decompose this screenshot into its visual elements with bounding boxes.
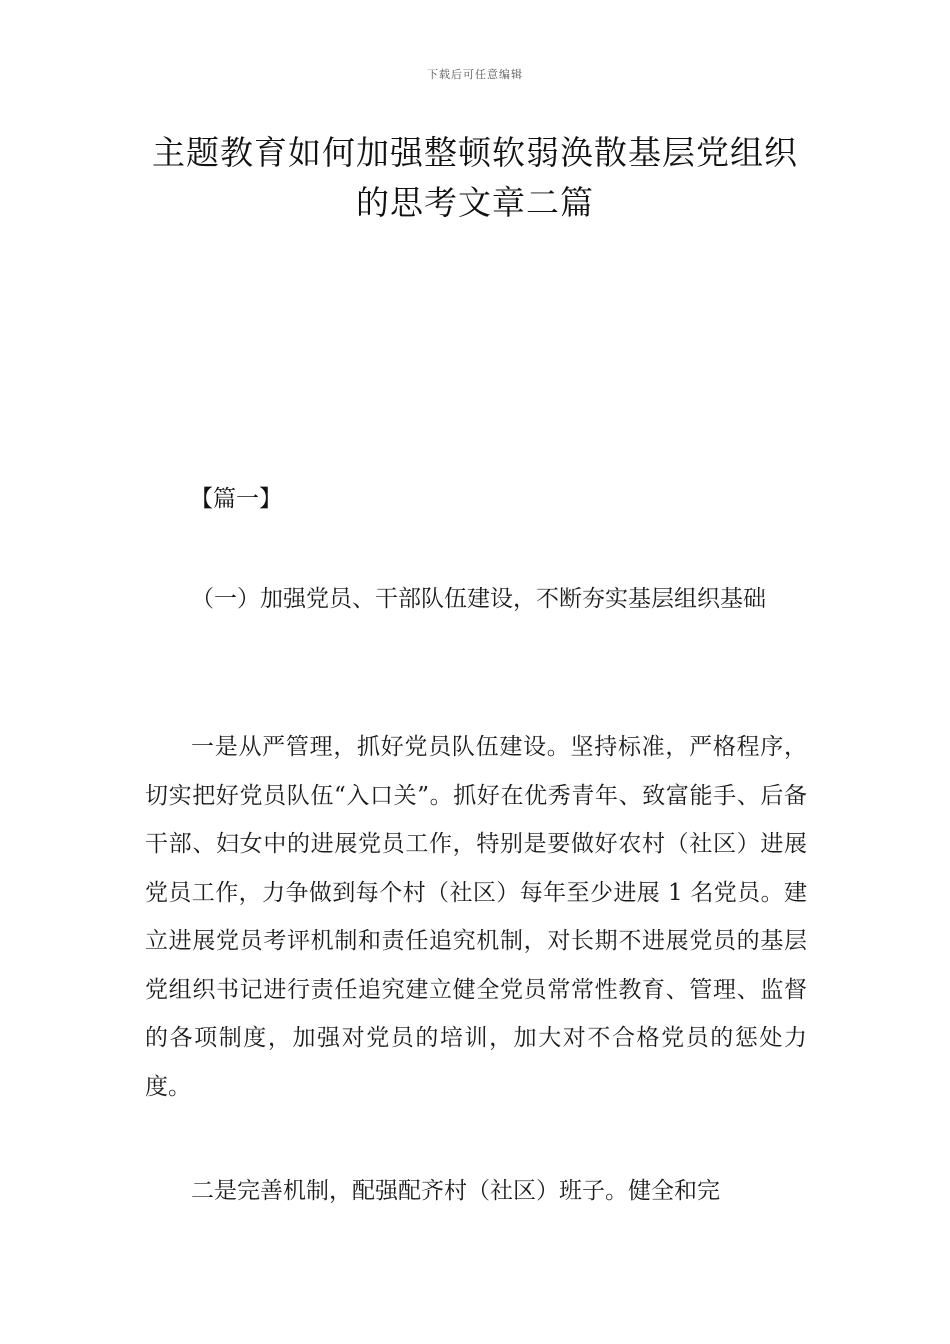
section-label: 【篇一】	[190, 486, 282, 512]
paragraph-body: 二是完善机制，配强配齐村（社区）班子。健全和完	[191, 1178, 720, 1204]
paragraph-subheading: （一）加强党员、干部队伍建设，不断夯实基层组织基础	[191, 586, 766, 612]
paragraph-body: 一是从严管理，抓好党员队伍建设。坚持标准，严格程序，切实把好党员队伍“入口关”。抓好在优秀青年、致富能手、后备干部、妇女中的进展党员工作，特别是要做好农村（社区）进展党员工作，力争做到每个村（社区）每年至少进展 1 名党员。建立进展党员考评机制和责任追究机制，对长期不进展党员的基层党组织书记进行责任追究建立健全党员常常性教育、管理、监督的各项制度，加强对党员的培训，加大对不合格党员的惩处力度。	[145, 734, 807, 1100]
document-title: 主题教育如何加强整顿软弱涣散基层党组织的思考文章二篇	[152, 133, 798, 222]
header-watermark: 下载后可任意编辑	[427, 68, 523, 81]
